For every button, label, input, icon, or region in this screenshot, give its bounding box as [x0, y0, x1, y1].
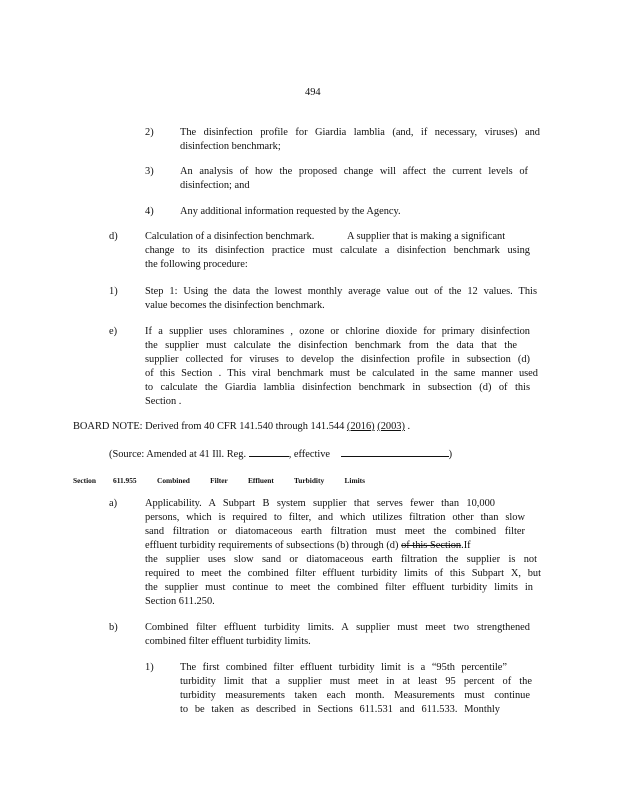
- section-title: Combined Filter Effluent Turbidity Limits: [157, 476, 365, 485]
- item-e-line-5: to calculate the Giardia lamblia disinfection benchmark in subsection (d) of this: [145, 382, 530, 393]
- source-reg-blank: [249, 446, 289, 457]
- source-close: ): [448, 449, 453, 460]
- step-1-line-1: Step 1: Using the data the lowest monthly average value out of the 12 values. This: [145, 286, 537, 297]
- item-d-line-1b: A supplier that is making a significant: [347, 231, 506, 242]
- board-note-prefix: BOARD NOTE: Derived from 40 CFR 141.540 through 141.544: [73, 421, 345, 432]
- source-note: [109, 446, 452, 462]
- board-note-year-new: (2016): [346, 421, 375, 432]
- source-middle: , effective: [288, 449, 331, 460]
- section-b1-line-2: turbidity limit that a supplier must meet in at least 95 percent of the: [180, 676, 532, 687]
- item-e-line-6: Section .: [145, 396, 182, 407]
- item-e-number: e): [109, 326, 118, 337]
- section-a-line-4a: effluent turbidity requirements of subsections (b) through (d): [145, 540, 399, 551]
- item-e-line-1: If a supplier uses chloramines , ozone or chlorine dioxide for primary disinfection: [145, 326, 530, 337]
- item-e-line-2: the supplier must calculate the disinfection benchmark from the data that the: [145, 340, 517, 351]
- item-d-line-1a: Calculation of a disinfection benchmark.: [145, 231, 315, 242]
- source-prefix: (Source: Amended at 41 Ill. Reg.: [109, 449, 247, 460]
- section-number: 611.955: [113, 476, 137, 485]
- section-a-line-6: required to meet the combined filter effluent turbidity limits of this Subpart X, but: [145, 568, 541, 579]
- board-note-suffix: .: [407, 421, 411, 432]
- board-note: [73, 420, 410, 434]
- source-effective-blank: [341, 446, 449, 457]
- section-b-line-2: combined filter effluent turbidity limits.: [145, 636, 311, 647]
- board-note-year-old: (2003): [377, 421, 405, 432]
- section-a-line-4: [145, 539, 471, 553]
- section-b1-line-4: to be taken as described in Sections 611.531 and 611.533. Monthly: [180, 704, 500, 715]
- section-a-line-2: persons, which is required to filter, and which utilizes filtration other than slow: [145, 512, 525, 523]
- section-a-line-1: Applicability. A Subpart B system supplier that serves fewer than 10,000: [145, 498, 495, 509]
- item-2-line-1: The disinfection profile for Giardia lamblia (and, if necessary, viruses) and: [180, 127, 540, 138]
- section-a-number: a): [109, 498, 118, 509]
- item-3-line-2: disinfection; and: [180, 180, 250, 191]
- section-b-number: b): [109, 622, 118, 633]
- page-number: 494: [305, 87, 321, 98]
- section-a-line-8: Section 611.250.: [145, 596, 215, 607]
- item-e-line-4: of this Section . This viral benchmark must be calculated in the same manner used: [145, 368, 538, 379]
- section-a-line-3: sand filtration or diatomaceous earth filtration must meet the combined filter: [145, 526, 525, 537]
- section-b1-line-1: The first combined filter effluent turbidity limit is a “95th percentile”: [180, 662, 507, 673]
- step-1-line-2: value becomes the disinfection benchmark.: [145, 300, 325, 311]
- section-a-line-7: the supplier must continue to meet the combined filter effluent turbidity limits in: [145, 582, 533, 593]
- item-3-number: 3): [145, 166, 154, 177]
- step-1-number: 1): [109, 286, 118, 297]
- item-2-line-2: disinfection benchmark;: [180, 141, 281, 152]
- item-d-number: d): [109, 231, 118, 242]
- section-b1-number: 1): [145, 662, 154, 673]
- item-4-line-1: Any additional information requested by the Agency.: [180, 206, 401, 217]
- section-a-line-4b: .If: [461, 540, 471, 551]
- item-d-line-2: change to its disinfection practice must calculate a disinfection benchmark using: [145, 245, 530, 256]
- item-3-line-1: An analysis of how the proposed change will affect the current levels of: [180, 166, 528, 177]
- item-2-number: 2): [145, 127, 154, 138]
- section-a-line-4-struck: of this Section: [401, 540, 462, 551]
- section-a-line-5: the supplier uses slow sand or diatomaceous earth filtration the supplier is not: [145, 554, 537, 565]
- section-label: Section: [73, 476, 96, 485]
- section-b1-line-3: turbidity measurements taken each month. Measurements must continue: [180, 690, 530, 701]
- section-b-line-1: Combined filter effluent turbidity limits. A supplier must meet two strengthened: [145, 622, 530, 633]
- item-d-line-3: the following procedure:: [145, 259, 248, 270]
- item-e-line-3: supplier collected for viruses to develop the disinfection profile in subsection (d): [145, 354, 530, 365]
- item-4-number: 4): [145, 206, 154, 217]
